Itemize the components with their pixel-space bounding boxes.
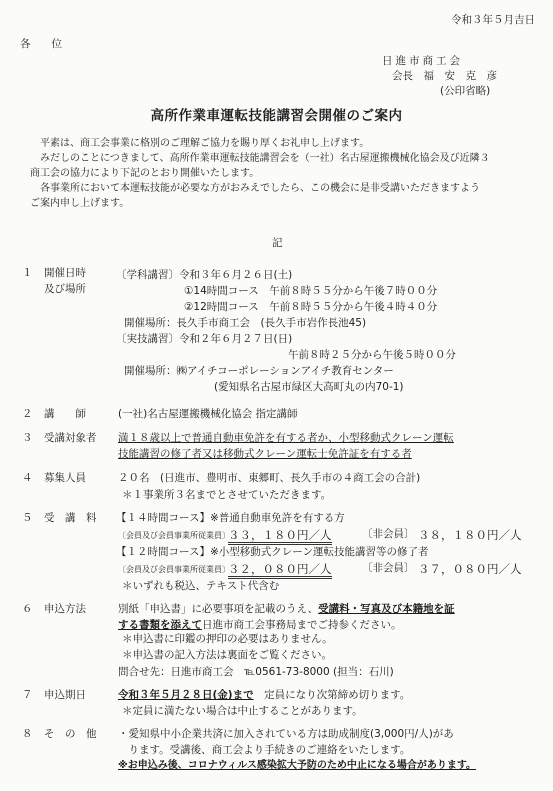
practical-date: 〔実技講習〕令和２年６月２７日(日) [116, 333, 293, 345]
intro-line: ご案内申し上げます。 [30, 198, 130, 209]
course-14-fee-heading: 【１４時間コース】※普通自動車免許を有する方 [116, 512, 345, 524]
section-1-label-2: 及び場所 [44, 283, 86, 295]
section-2-label: 講 師 [44, 408, 86, 420]
section-3-number: ３ [22, 432, 33, 444]
section-8-number: ８ [22, 728, 33, 740]
contact-info: 問合せ先：日進市商工会 ℡0561-73-8000 (担当：石川) [118, 666, 394, 678]
nonmember-label: 〔非会員〕 [362, 528, 415, 540]
practical-time: 午前８時２５分から午後５時００分 [288, 349, 456, 361]
practical-address: (愛知県名古屋市緑区大高町丸の内70-1) [214, 381, 404, 393]
addressee: 各 位 [20, 38, 62, 50]
course-14-nonmember-price: ３８，１８０円／人 [418, 528, 522, 542]
section-6-number: ６ [22, 603, 33, 615]
intro-line: 平素は、商工会事業に格別のご理解ご協力を賜り厚くお礼申し上げます。 [30, 138, 370, 149]
lecture-date: 〔学科講習〕令和３年６月２６日(土) [116, 269, 293, 281]
course-14-member-price: ３３，１８０円／人 [228, 528, 332, 543]
course-12-nonmember-price: ３７，０８０円／人 [418, 562, 522, 576]
member-tag: 〔会員及び会員事業所従業員〕 [118, 565, 230, 574]
subsidy-line-2: ります。受講後、商工会より手続きのご連絡をいたします。 [118, 744, 411, 756]
course-12-time: ②12時間コース 午前８時５５分から午後４時４０分 [184, 301, 438, 313]
nonmember-label: 〔非会員〕 [362, 562, 415, 574]
section-6-label: 申込方法 [44, 603, 86, 615]
intro-paragraph [30, 136, 490, 211]
document-date: 令和３年５月吉日 [451, 14, 535, 26]
section-4-label: 募集人員 [44, 472, 86, 484]
section-7-number: ７ [22, 689, 33, 701]
section-5-number: ５ [22, 512, 33, 524]
lecture-venue: 開催場所：長久手市商工会 (長久手市岩作長池45) [124, 317, 367, 329]
intro-line: 各事業所において本運転技能が必要な方がおみえでしたら、この機会に是非受講いただきますよう [30, 183, 480, 194]
sender-president: 会長 福 安 克 彦 [392, 70, 497, 82]
ki-heading: 記 [272, 237, 283, 249]
capacity-line-1: ２０名 (日進市、豊明市、東郷町、長久手市の４商工会の合計) [118, 472, 421, 484]
section-1-label: 開催日時 [44, 267, 86, 279]
eligibility-line-1: 満１８歳以上で普通自動車免許を有する者か、小型移動式クレーン運転 [118, 432, 454, 444]
course-12-member-price: ３２，０８０円／人 [228, 562, 332, 577]
document-title: 高所作業車運転技能講習会開催のご案内 [150, 108, 403, 124]
course-14-time: ①14時間コース 午前８時５５分から午後７時００分 [184, 285, 438, 297]
cancellation-notice: ※お申込み後、コロナウィルス感染拡大予防のため中止になる場合があります。 [118, 760, 477, 771]
seal-omitted-note: (公印省略) [440, 85, 491, 97]
fee-note: ＊いずれも税込、テキスト代含む [122, 580, 280, 592]
deadline-note: ＊定員に満たない場合は中止することがあります。 [122, 705, 363, 717]
section-1-body [116, 267, 456, 395]
section-2-number: ２ [22, 408, 33, 420]
subsidy-line-1: ・愛知県中小企業共済に加入されている方は助成制度(3,000円/人)があ [118, 728, 454, 740]
section-8-label: そ の 他 [44, 728, 97, 740]
intro-line: 商工会の協力により下記のとおり開催いたします。 [30, 168, 260, 179]
practical-venue: 開催場所：㈱アイチコーポレーションアイチ教育センター [124, 365, 394, 377]
section-4-number: ４ [22, 472, 33, 484]
course-12-fee-heading: 【１２時間コース】※小型移動式クレーン運転技能講習等の修了者 [116, 546, 429, 558]
apply-note-form: ＊申込書の記入方法は裏面をご覧ください。 [122, 649, 332, 661]
intro-line: みだしのことにつきまして、高所作業車運転技能講習会を（一社）名古屋運搬機械化協会及び近隣３ [30, 153, 490, 164]
member-tag: 〔会員及び会員事業所従業員〕 [118, 531, 230, 540]
section-5-label: 受 講 料 [44, 512, 97, 524]
apply-line-1: 別紙「申込書」に必要事項を記載のうえ、受講料・写真及び本籍地を証 [118, 603, 455, 615]
section-1-number: １ [22, 267, 33, 279]
eligibility-line-2: 技能講習の修了者又は移動式クレーン運転士免許証を有する者 [118, 448, 412, 460]
section-3-label: 受講対象者 [44, 432, 97, 444]
instructor-text: (一社)名古屋運搬機械化協会 指定講師 [118, 408, 298, 420]
apply-line-2: する書類を添えて日進市商工会事務局までご持参ください。 [118, 619, 402, 631]
apply-note-seal: ＊申込書に印鑑の押印の必要はありません。 [122, 633, 333, 645]
deadline-line: 令和３年５月２８日(金)まで 定員になり次第締め切ります。 [118, 689, 411, 701]
capacity-line-2: ＊１事業所３名までとさせていただきます。 [122, 489, 332, 501]
section-7-label: 申込期日 [44, 689, 86, 701]
sender-org: 日進市商工会 [382, 55, 463, 67]
